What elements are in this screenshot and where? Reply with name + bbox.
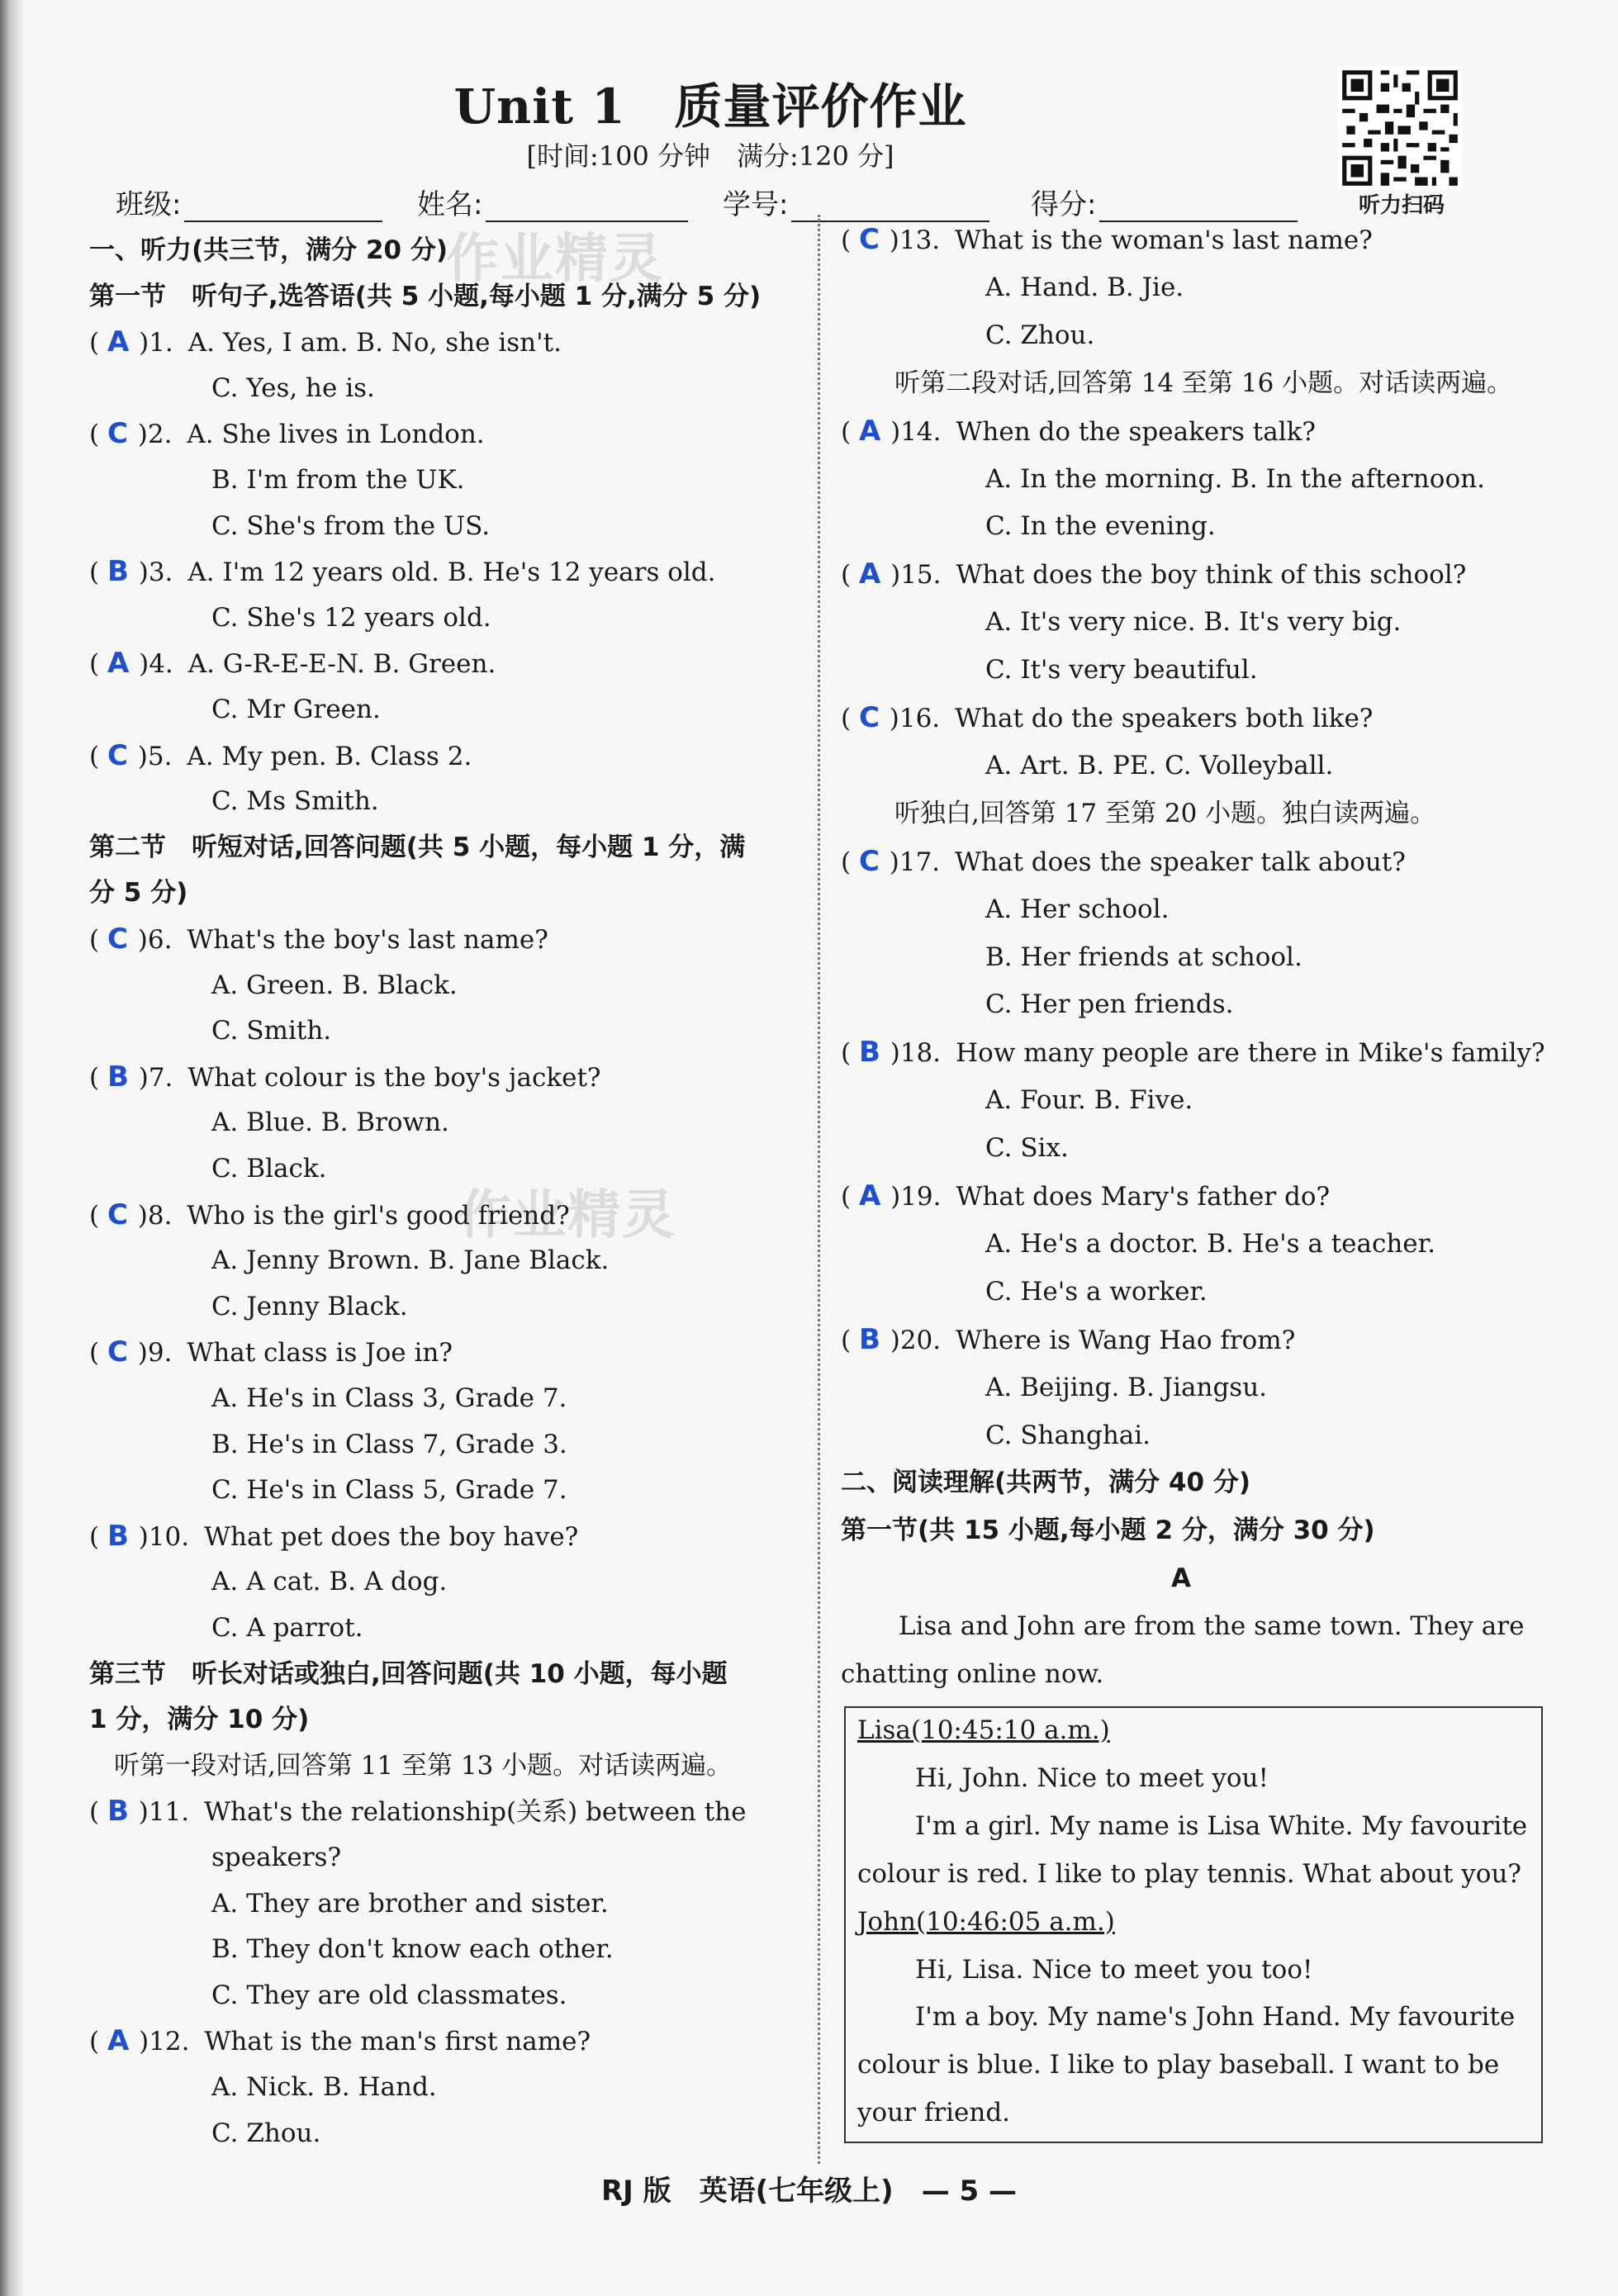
text-line (211, 1152, 327, 1185)
line-text: A. Beijing. B. Jiangsu. (985, 1372, 1268, 1402)
line-text: Lisa(10:45:10 a.m.) (857, 1715, 1110, 1745)
line-text: C. Smith. (211, 1016, 332, 1046)
text-line (211, 2071, 437, 2104)
line-text: 听第二段对话,回答第 14 至第 16 小题。对话读两遍。 (894, 368, 1513, 398)
answer-letter: C (858, 844, 890, 878)
line-text: A. He's in Class 3, Grade 7. (211, 1383, 567, 1413)
question-number: )19. (890, 1182, 942, 1212)
line-text: C. It's very beautiful. (985, 655, 1258, 685)
line-text: Lisa and John are from the same town. They are (899, 1611, 1525, 1642)
text-line (211, 1106, 449, 1139)
question-item (89, 923, 548, 956)
question-number: )10. (138, 1521, 190, 1552)
line-text: B. I'm from the UK. (211, 465, 465, 495)
answer-paren: ( (89, 1338, 107, 1369)
question-item (841, 845, 1406, 879)
text-line (899, 1610, 1524, 1643)
line-text: I'm a girl. My name is Lisa White. My favourite (915, 1810, 1528, 1841)
line-text: A. Jenny Brown. B. Jane Black. (211, 1245, 610, 1276)
answer-letter: C (858, 223, 890, 256)
question-item (89, 1795, 747, 1829)
section-heading (1171, 1562, 1191, 1595)
text-line (857, 2096, 1010, 2129)
text-line (985, 893, 1169, 926)
section-heading-text: 第一节 听句子,选答语(共 5 小题,每小题 1 分,满分 5 分) (89, 281, 762, 311)
watermark: 作业精灵 (458, 1185, 676, 1246)
text-line (915, 1762, 1269, 1795)
score-field[interactable]: 得分: (1031, 182, 1298, 222)
line-text: B. Her friends at school. (985, 942, 1302, 972)
line-text: colour is blue. I like to play baseball. I want to be (857, 2050, 1500, 2080)
page-edge-shadow (0, 0, 25, 2296)
section-heading-text: A (1171, 1563, 1191, 1594)
question-text: What class is Joe in? (187, 1338, 453, 1369)
answer-paren: ( (841, 704, 859, 733)
question-number: )14. (890, 416, 942, 447)
line-text: B. They don't know each other. (211, 1934, 614, 1965)
line-text: A. Nick. B. Hand. (211, 2072, 437, 2102)
line-text: I'm a boy. My name's John Hand. My favourite (915, 2002, 1516, 2033)
section-heading-text: 第三节 听长对话或独白,回答问题(共 10 小题，每小题 (89, 1658, 728, 1689)
text-line (114, 1749, 732, 1782)
text-line (894, 367, 1512, 400)
question-number: )1. (139, 328, 173, 358)
answer-letter: A (107, 2024, 140, 2058)
question-number: )16. (889, 704, 941, 733)
question-item (841, 1036, 1545, 1070)
question-text: What does the boy think of this school? (956, 560, 1467, 591)
answer-paren: ( (841, 1038, 859, 1069)
section-heading (89, 1703, 309, 1736)
question-item (841, 1323, 1295, 1357)
question-item (89, 325, 562, 359)
answer-paren: ( (841, 225, 859, 255)
class-field[interactable]: 班级: (116, 182, 382, 222)
answer-letter: B (107, 555, 139, 589)
text-line (915, 1810, 1527, 1843)
line-text: A. Blue. B. Brown. (211, 1108, 449, 1138)
answer-paren: ( (841, 560, 859, 591)
text-line (985, 988, 1234, 1021)
line-text: C. Jenny Black. (211, 1291, 408, 1321)
section-heading-text: 1 分，满分 10 分) (89, 1705, 310, 1735)
text-line (211, 1565, 447, 1598)
question-number: )8. (137, 1200, 173, 1231)
line-text: A. They are brother and sister. (211, 1888, 609, 1919)
answer-letter: C (107, 1335, 138, 1369)
question-text: A. She lives in London. (187, 420, 485, 450)
section-heading (89, 280, 761, 313)
answer-paren: ( (89, 420, 107, 450)
exam-time-score: [时间:100 分钟 满分:120 分] (526, 140, 894, 172)
question-item (841, 223, 1373, 257)
text-line (211, 693, 381, 726)
text-line (211, 1841, 341, 1874)
answer-paren: ( (841, 847, 859, 877)
line-text: C. Mr Green. (211, 695, 381, 724)
text-line (211, 463, 464, 496)
line-text: chatting online now. (841, 1659, 1104, 1689)
section-heading (89, 234, 448, 267)
line-text: A. He's a doctor. B. He's a teacher. (985, 1228, 1435, 1259)
answer-paren: ( (89, 557, 107, 588)
text-line (985, 463, 1485, 496)
question-number: )4. (139, 649, 173, 680)
section-heading (841, 1466, 1250, 1499)
text-line (857, 1857, 1521, 1890)
text-line (985, 1371, 1267, 1404)
question-number: )12. (139, 2027, 190, 2057)
line-text: B. He's in Class 7, Grade 3. (211, 1429, 567, 1459)
text-line (211, 1611, 363, 1644)
line-text: C. He's a worker. (985, 1276, 1208, 1307)
answer-letter: B (107, 1060, 139, 1093)
text-line (985, 941, 1302, 974)
answer-paren: ( (89, 1200, 107, 1231)
text-line (985, 653, 1258, 686)
page-footer: RJ 版 英语(七年级上) — 5 — (600, 2175, 1018, 2208)
answer-paren: ( (89, 741, 107, 771)
answer-letter: A (858, 1179, 891, 1212)
answer-letter: A (858, 557, 891, 591)
answer-paren: ( (89, 1521, 107, 1552)
line-text: 听独白,回答第 17 至第 20 小题。独白读两遍。 (894, 798, 1436, 828)
question-number: )2. (137, 420, 173, 450)
question-item (841, 701, 1373, 735)
text-line (857, 1714, 1110, 1747)
question-text: How many people are there in Mike's family? (956, 1038, 1545, 1069)
text-line (211, 1887, 609, 1920)
answer-letter: C (107, 1198, 138, 1231)
line-text: C. Shanghai. (985, 1420, 1151, 1450)
text-line (985, 319, 1094, 352)
answer-paren: ( (89, 1062, 107, 1093)
text-line (211, 2117, 320, 2150)
text-line (211, 785, 379, 818)
line-text: A. In the morning. B. In the afternoon. (985, 463, 1485, 494)
text-line (985, 749, 1333, 782)
question-text: What is the man's first name? (204, 2027, 591, 2057)
line-text: C. Six. (985, 1133, 1069, 1164)
answer-letter: B (858, 1036, 890, 1070)
student-id-field[interactable]: 学号: (723, 182, 989, 222)
question-item (841, 557, 1466, 591)
section-heading (841, 1514, 1375, 1547)
section-heading (89, 831, 745, 864)
text-line (211, 601, 491, 634)
question-text: What pet does the boy have? (204, 1521, 579, 1552)
line-text: C. She's 12 years old. (211, 602, 491, 633)
text-line (985, 605, 1401, 638)
text-line (915, 2000, 1515, 2033)
text-line (894, 797, 1435, 830)
line-text: C. Black. (211, 1154, 327, 1184)
question-number: )3. (138, 557, 173, 588)
line-text: A. Her school. (985, 894, 1170, 924)
page-title: Unit 1 质量评价作业 (453, 78, 967, 135)
answer-paren: ( (89, 649, 107, 680)
answer-letter: A (107, 647, 140, 681)
answer-letter: C (107, 923, 138, 956)
text-line (211, 1473, 567, 1506)
text-line (985, 1275, 1208, 1308)
line-text: A. It's very nice. B. It's very big. (985, 607, 1402, 638)
text-line (211, 1382, 567, 1415)
answer-letter: A (858, 414, 891, 448)
question-number: )9. (137, 1338, 173, 1369)
answer-letter: C (858, 701, 890, 734)
question-number: )6. (137, 925, 173, 955)
line-text: C. Ms Smith. (211, 786, 379, 817)
name-field[interactable]: 姓名: (417, 182, 688, 222)
question-text: Where is Wang Hao from? (956, 1325, 1296, 1355)
question-item (89, 1335, 453, 1369)
text-line (985, 1419, 1151, 1452)
line-text: C. Zhou. (985, 320, 1095, 350)
answer-paren: ( (89, 925, 107, 955)
text-line (985, 271, 1184, 304)
line-text: C. He's in Class 5, Grade 7. (211, 1475, 567, 1506)
question-text: A. I'm 12 years old. B. He's 12 years old. (187, 557, 716, 588)
text-line (211, 1428, 567, 1461)
line-text: C. Zhou. (211, 2118, 321, 2148)
question-item (841, 1179, 1330, 1213)
qr-label: 听力扫码 (1358, 193, 1445, 218)
section-heading-text: 第二节 听短对话,回答问题(共 5 小题，每小题 1 分，满 (89, 832, 746, 862)
line-text: C. Yes, he is. (211, 372, 375, 403)
question-item (89, 1198, 570, 1232)
answer-paren: ( (841, 416, 859, 447)
question-text: What's the boy's last name? (187, 925, 548, 955)
answer-paren: ( (841, 1325, 859, 1355)
text-line (211, 1014, 331, 1047)
answer-paren: ( (89, 2027, 107, 2057)
question-text: What does the speaker talk about? (955, 847, 1406, 877)
line-text: John(10:46:05 a.m.) (857, 1906, 1115, 1937)
line-text: speakers? (211, 1843, 342, 1872)
text-line (915, 1953, 1312, 1986)
text-line (985, 1227, 1435, 1260)
question-number: )20. (890, 1325, 942, 1355)
answer-letter: B (858, 1322, 890, 1356)
text-line (211, 1244, 609, 1277)
text-line (985, 1131, 1069, 1165)
question-text: A. G-R-E-E-N. B. Green. (187, 649, 496, 680)
line-text: C. A parrot. (211, 1613, 363, 1643)
line-text: 听第一段对话,回答第 11 至第 13 小题。对话读两遍。 (114, 1750, 733, 1781)
text-line (857, 2048, 1499, 2081)
question-text: What is the woman's last name? (955, 225, 1373, 255)
line-text: C. In the evening. (985, 511, 1216, 542)
question-text: A. My pen. B. Class 2. (187, 741, 472, 771)
question-item (89, 417, 485, 451)
section-heading-text: 分 5 分) (89, 878, 188, 908)
line-text: A. A cat. B. A dog. (211, 1567, 448, 1597)
answer-paren: ( (89, 328, 107, 358)
question-text: What do the speakers both like? (955, 704, 1374, 733)
line-text: Hi, Lisa. Nice to meet you too! (915, 1954, 1313, 1985)
question-text: Who is the girl's good friend? (187, 1200, 570, 1231)
question-text: What's the relationship(关系) between the (204, 1797, 747, 1828)
text-line (211, 510, 490, 543)
line-text: A. Green. B. Black. (211, 970, 458, 1000)
qr-code-icon (1338, 66, 1462, 190)
text-line (211, 372, 375, 405)
question-text: A. Yes, I am. B. No, she isn't. (187, 328, 562, 358)
line-text: C. Her pen friends. (985, 989, 1234, 1020)
answer-letter: C (107, 738, 138, 772)
question-number: )7. (138, 1062, 173, 1093)
column-divider (818, 215, 820, 2164)
question-item (89, 555, 716, 589)
text-line (211, 1933, 614, 1966)
section-heading-text: 第一节(共 15 小题,每小题 2 分，满分 30 分) (841, 1516, 1375, 1546)
answer-paren: ( (89, 1797, 107, 1828)
line-text: Hi, John. Nice to meet you! (915, 1762, 1269, 1793)
line-text: A. Art. B. PE. C. Volleyball. (985, 750, 1334, 780)
text-line (857, 1905, 1115, 1938)
line-text: A. Hand. B. Jie. (985, 272, 1184, 302)
text-line (211, 1290, 408, 1323)
line-text: C. They are old classmates. (211, 1980, 567, 2010)
question-item (89, 647, 496, 681)
answer-letter: B (107, 1795, 139, 1829)
question-item (89, 739, 472, 773)
question-number: )18. (890, 1038, 942, 1069)
line-text: your friend. (857, 2098, 1011, 2128)
question-text: What colour is the boy's jacket? (187, 1062, 601, 1093)
answer-letter: B (107, 1519, 139, 1553)
watermark: 作业精灵 (446, 229, 664, 290)
question-text: When do the speakers talk? (956, 416, 1317, 447)
text-line (985, 510, 1216, 543)
question-number: )13. (889, 225, 941, 255)
line-text: C. She's from the US. (211, 510, 491, 541)
text-line (211, 969, 458, 1002)
text-line (211, 1979, 567, 2012)
question-number: )5. (137, 741, 173, 771)
question-item (841, 415, 1316, 448)
line-text: colour is red. I like to play tennis. What about you? (857, 1858, 1522, 1889)
answer-letter: A (107, 325, 140, 359)
section-heading-text: 二、阅读理解(共两节，满分 40 分) (841, 1468, 1251, 1498)
section-heading (89, 1658, 728, 1691)
text-line (985, 1084, 1193, 1117)
question-item (89, 2024, 591, 2058)
text-line (841, 1658, 1103, 1691)
question-number: )15. (890, 560, 942, 591)
question-number: )17. (889, 847, 941, 877)
question-number: )11. (138, 1797, 190, 1828)
question-item (89, 1520, 578, 1554)
section-heading-text: 一、听力(共三节，满分 20 分) (89, 235, 448, 265)
question-item (89, 1060, 601, 1094)
answer-letter: C (107, 417, 138, 451)
line-text: A. Four. B. Five. (985, 1085, 1193, 1116)
answer-paren: ( (841, 1182, 859, 1212)
question-text: What does Mary's father do? (956, 1182, 1331, 1212)
section-heading (89, 876, 187, 909)
